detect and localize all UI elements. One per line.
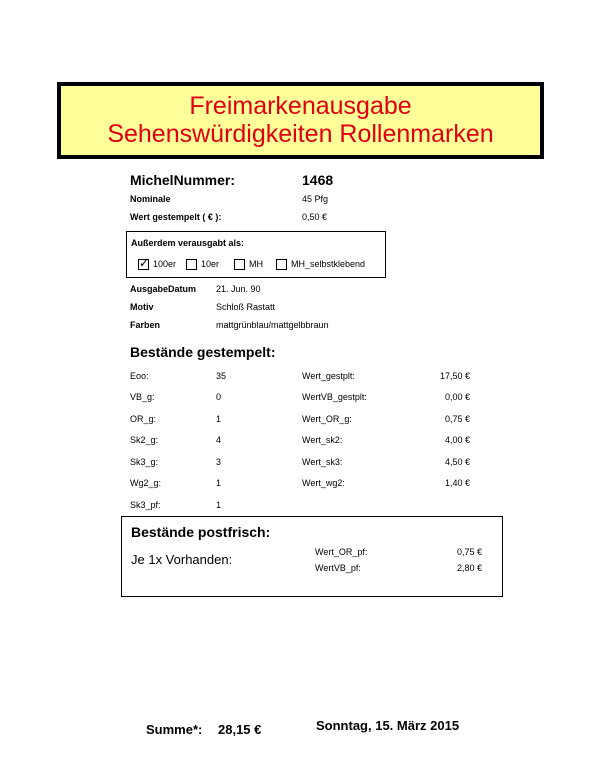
checkbox-100er[interactable] [138, 259, 149, 270]
title-line-1: Freimarkenausgabe [189, 92, 412, 120]
row-wert-value: 4,50 € [444, 457, 470, 467]
motiv-value: Schloß Rastatt [216, 302, 276, 312]
row-count: 3 [216, 457, 222, 467]
farben-label: Farben [130, 320, 161, 330]
row-wert-value: 0,75 € [444, 414, 470, 424]
title-box [57, 82, 544, 159]
nominale-value: 45 Pfg [302, 194, 329, 204]
summe-value: 28,15 € [218, 722, 262, 737]
row-wert-label: Wert_sk2: [302, 435, 343, 445]
row-label: Wg2_g: [130, 478, 162, 488]
checkbox-mh[interactable] [234, 259, 245, 270]
row-label: Sk3_g: [130, 457, 159, 467]
checkbox-mh-selbstklebend-label: MH_selbstklebend [291, 259, 366, 269]
footer-date: Sonntag, 15. März 2015 [316, 718, 460, 733]
checkbox-mh-label: MH [249, 259, 263, 269]
wert-value: 0,50 € [302, 212, 328, 222]
ausserdem-heading: Außerdem verausgabt als: [131, 238, 245, 248]
ausserdem-box [126, 231, 386, 278]
michel-value: 1468 [302, 172, 334, 188]
postfrisch-heading: Bestände postfrisch: [131, 524, 271, 540]
row-label: Sk3_pf: [130, 500, 161, 510]
row-wert-value: 4,00 € [444, 435, 470, 445]
postfrisch-note: Je 1x Vorhanden: [131, 552, 233, 567]
postfrisch-row-label: Wert_OR_pf: [315, 547, 368, 557]
gestempelt-heading: Bestände gestempelt: [130, 344, 276, 360]
row-count: 0 [216, 392, 222, 402]
motiv-label: Motiv [130, 302, 154, 312]
ausgabe-value: 21. Jun. 90 [216, 284, 261, 294]
row-count: 4 [216, 435, 222, 445]
checkbox-mh-selbstklebend[interactable] [276, 259, 287, 270]
row-wert-label: Wert_wg2: [302, 478, 345, 488]
ausgabe-label: AusgabeDatum [130, 284, 197, 294]
row-wert-value: 17,50 € [439, 371, 470, 381]
row-wert-value: 1,40 € [444, 478, 470, 488]
postfrisch-row-value: 0,75 € [456, 547, 482, 557]
row-label: Sk2_g: [130, 435, 159, 445]
michel-label: MichelNummer: [130, 172, 236, 188]
row-wert-label: WertVB_gestplt: [302, 392, 367, 402]
row-wert-label: Wert_sk3: [302, 457, 343, 467]
row-label: Eoo: [130, 371, 149, 381]
row-count: 1 [216, 500, 222, 510]
summe-label: Summe*: [146, 722, 203, 737]
row-wert-value: 0,00 € [444, 392, 470, 402]
row-label: OR_g: [130, 414, 157, 424]
row-wert-label: Wert_gestplt: [302, 371, 355, 381]
checkbox-10er[interactable] [186, 259, 197, 270]
title-line-2: Sehenswürdigkeiten Rollenmarken [107, 120, 494, 148]
row-count: 1 [216, 478, 222, 488]
checkbox-10er-label: 10er [201, 259, 220, 269]
farben-value: mattgrünblau/mattgelbbraun [216, 320, 329, 330]
postfrisch-box [121, 516, 503, 597]
nominale-label: Nominale [130, 194, 171, 204]
wert-label: Wert gestempelt ( € ): [130, 212, 222, 222]
postfrisch-row-label: WertVB_pf: [315, 563, 361, 573]
row-count: 35 [216, 371, 227, 381]
postfrisch-row-value: 2,80 € [456, 563, 482, 573]
row-label: VB_g: [130, 392, 155, 402]
checkbox-100er-label: 100er [153, 259, 177, 269]
row-count: 1 [216, 414, 222, 424]
row-wert-label: Wert_OR_g: [302, 414, 352, 424]
